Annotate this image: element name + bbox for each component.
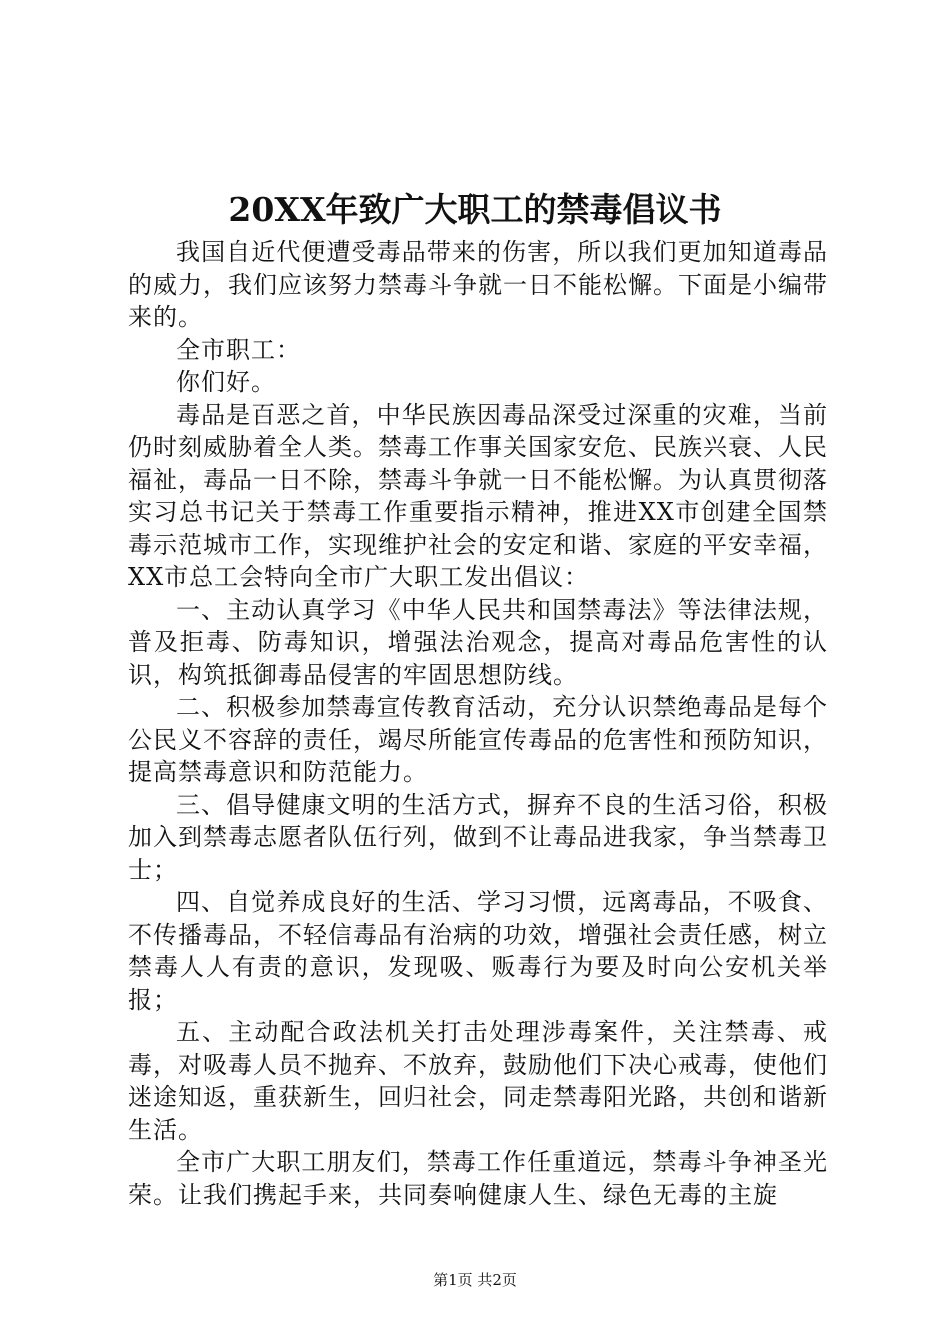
paragraph-intro: 我国自近代便遭受毒品带来的伤害，所以我们更加知道毒品的威力，我们应该努力禁毒斗争就一日不能松懈。下面是小编带来的。 <box>128 238 828 331</box>
document-body <box>128 236 828 1211</box>
paragraph-point-2: 二、积极参加禁毒宣传教育活动，充分认识禁绝毒品是每个公民义不容辞的责任，竭尽所能宣传毒品的危害性和预防知识，提高禁毒意识和防范能力。 <box>128 693 828 786</box>
paragraph-background: 毒品是百恶之首，中华民族因毒品深受过深重的灾难，当前仍时刻威胁着全人类。禁毒工作事关国家安危、民族兴衰、人民福祉，毒品一日不除，禁毒斗争就一日不能松懈。为认真贯彻落实习总书记关于禁毒工作重要指示精神，推进XX市创建全国禁毒示范城市工作，实现维护社会的安定和谐、家庭的平安幸福，XX市总工会特向全市广大职工发出倡议： <box>128 400 828 591</box>
paragraph-closing: 全市广大职工朋友们，禁毒工作任重道远，禁毒斗争神圣光荣。让我们携起手来，共同奏响健康人生、绿色无毒的主旋 <box>128 1148 828 1209</box>
paragraph-salutation: 全市职工： <box>176 335 301 364</box>
document-title: 20XX年致广大职工的禁毒倡议书 <box>228 190 722 229</box>
paragraph-point-4: 四、自觉养成良好的生活、学习习惯，远离毒品，不吸食、不传播毒品，不轻信毒品有治病的功效，增强社会责任感，树立禁毒人人有责的意识，发现吸、贩毒行为要及时向公安机关举报； <box>128 888 828 1014</box>
page-number-footer: 第1页 共2页 <box>433 1271 517 1289</box>
paragraph-point-3: 三、倡导健康文明的生活方式，摒弃不良的生活习俗，积极加入到禁毒志愿者队伍行列，做到不让毒品进我家，争当禁毒卫士； <box>128 790 828 884</box>
paragraph-greeting: 你们好。 <box>176 368 276 396</box>
paragraph-point-5: 五、主动配合政法机关打击处理涉毒案件，关注禁毒、戒毒，对吸毒人员不抛弃、不放弃，鼓励他们下决心戒毒，使他们迷途知返，重获新生，回归社会，同走禁毒阳光路，共创和谐新生活。 <box>128 1018 828 1144</box>
paragraph-point-1: 一、主动认真学习《中华人民共和国禁毒法》等法律法规，普及拒毒、防毒知识，增强法治观念，提高对毒品危害性的认识，构筑抵御毒品侵害的牢固思想防线。 <box>128 595 828 689</box>
